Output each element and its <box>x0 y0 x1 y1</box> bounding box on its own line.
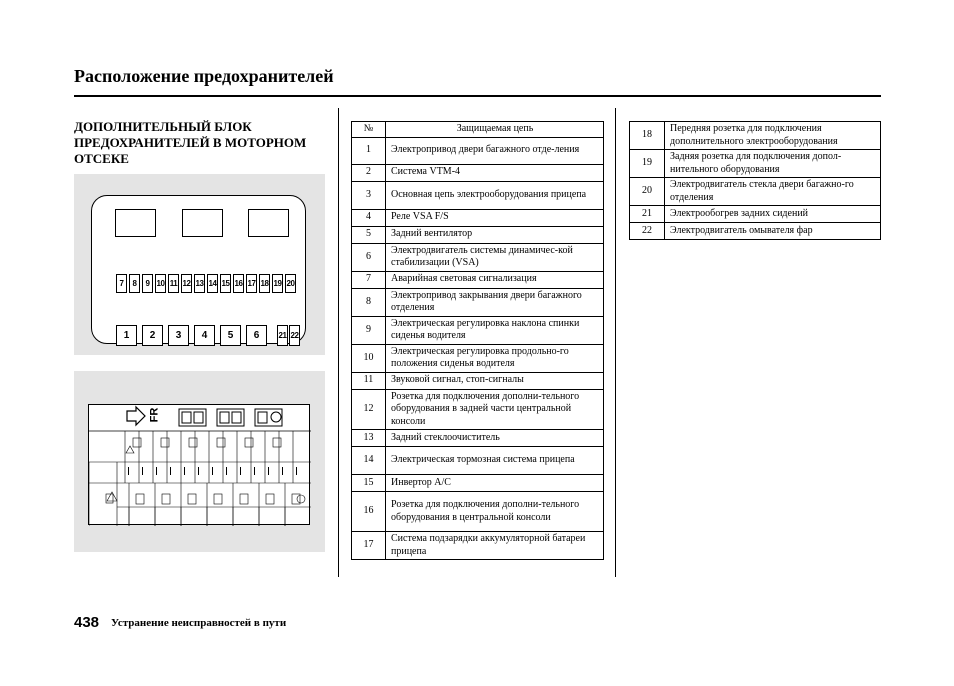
row-desc: Задняя розетка для подключения допол-нительного оборудования <box>665 150 881 178</box>
row-desc: Электрическая тормозная система прицепа <box>386 447 604 475</box>
row-desc: Задний вентилятор <box>386 226 604 243</box>
row-num: 16 <box>352 492 386 532</box>
row-desc: Передняя розетка для подключения дополнительного электрооборудования <box>665 122 881 150</box>
row-num: 20 <box>630 178 665 206</box>
column-divider-2 <box>615 108 616 577</box>
fuse-7: 7 <box>116 274 127 293</box>
table-row <box>352 389 604 430</box>
front-label: FR <box>148 407 161 423</box>
page-title: Расположение предохранителей <box>74 66 334 86</box>
mini-fuse-row <box>116 274 296 293</box>
fuse-15: 15 <box>220 274 231 293</box>
fuse-table-1 <box>351 121 604 560</box>
footer-section: Устранение неисправностей в пути <box>111 617 287 629</box>
row-num: 18 <box>630 122 665 150</box>
row-desc: Система VTM-4 <box>386 164 604 181</box>
page-number: 438 <box>74 614 100 631</box>
table-row <box>352 243 604 271</box>
fuse-2: 2 <box>142 325 163 346</box>
row-desc: Система подзарядки аккумуляторной батареи прицепа <box>386 532 604 560</box>
table-row <box>352 372 604 389</box>
fuse-3: 3 <box>168 325 189 346</box>
fuse-17: 17 <box>246 274 257 293</box>
row-num: 14 <box>352 447 386 475</box>
table-row <box>352 288 604 316</box>
row-num: 6 <box>352 243 386 271</box>
row-desc: Электропривод двери багажного отде-ления <box>386 137 604 164</box>
row-num: 11 <box>352 372 386 389</box>
column-divider-1 <box>338 108 339 577</box>
row-num: 7 <box>352 271 386 288</box>
row-desc: Электрообогрев задних сидений <box>665 206 881 223</box>
row-num: 9 <box>352 316 386 344</box>
fuse-11: 11 <box>168 274 179 293</box>
row-desc: Розетка для подключения дополни-тельного оборудования в центральной консоли <box>386 492 604 532</box>
row-desc: Электродвигатель омывателя фар <box>665 223 881 240</box>
fuse-9: 9 <box>142 274 153 293</box>
fuse-4: 4 <box>194 325 215 346</box>
table-row <box>352 475 604 492</box>
table-row <box>630 206 881 223</box>
table-row <box>630 223 881 240</box>
row-desc: Звуковой сигнал, стоп-сигналы <box>386 372 604 389</box>
table-row <box>352 447 604 475</box>
row-num: 8 <box>352 288 386 316</box>
row-desc: Розетка для подключения дополни-тельного оборудования в задней части центральной консоли <box>386 389 604 430</box>
row-num: 13 <box>352 430 386 447</box>
fuse-10: 10 <box>155 274 166 293</box>
table-row <box>352 137 604 164</box>
row-num: 12 <box>352 389 386 430</box>
row-desc: Электропривод закрывания двери багажного отделения <box>386 288 604 316</box>
row-num: 15 <box>352 475 386 492</box>
table-row <box>352 532 604 560</box>
table-row <box>352 271 604 288</box>
row-desc: Электрическая регулировка наклона спинки сиденья водителя <box>386 316 604 344</box>
row-num: 17 <box>352 532 386 560</box>
section-heading: ДОПОЛНИТЕЛЬНЫЙ БЛОК ПРЕДОХРАНИТЕЛЕЙ В МОТОРНОМ ОТСЕКЕ <box>74 119 307 166</box>
fuse-14: 14 <box>207 274 218 293</box>
label-panel <box>88 404 310 525</box>
table-row <box>352 344 604 372</box>
fuse-19: 19 <box>272 274 283 293</box>
row-num: 1 <box>352 137 386 164</box>
table-row <box>352 209 604 226</box>
header-desc: Защищаемая цепь <box>386 122 604 138</box>
row-num: 22 <box>630 223 665 240</box>
fuse-16: 16 <box>233 274 244 293</box>
title-rule <box>74 95 881 97</box>
table-row <box>352 164 604 181</box>
table-row <box>352 181 604 209</box>
header-num: № <box>352 122 386 138</box>
row-desc: Электрическая регулировка продольно-го положения сиденья водителя <box>386 344 604 372</box>
row-num: 19 <box>630 150 665 178</box>
fuse-13: 13 <box>194 274 205 293</box>
fuse-6: 6 <box>246 325 267 346</box>
row-num: 4 <box>352 209 386 226</box>
tiny-fuse-pair <box>277 325 300 346</box>
row-num: 10 <box>352 344 386 372</box>
table-row <box>630 122 881 150</box>
relay-2 <box>182 209 223 237</box>
fuse-5: 5 <box>220 325 241 346</box>
fuse-18: 18 <box>259 274 270 293</box>
fuse-8: 8 <box>129 274 140 293</box>
fuse-1: 1 <box>116 325 137 346</box>
row-num: 5 <box>352 226 386 243</box>
table-row <box>352 226 604 243</box>
fuse-21: 21 <box>277 325 288 346</box>
row-desc: Электродвигатель системы динамичес-кой стабилизации (VSA) <box>386 243 604 271</box>
big-fuse-row <box>116 325 267 346</box>
row-desc: Аварийная световая сигнализация <box>386 271 604 288</box>
fuse-12: 12 <box>181 274 192 293</box>
row-desc: Основная цепь электрооборудования прицепа <box>386 181 604 209</box>
table-header <box>352 122 604 138</box>
row-num: 2 <box>352 164 386 181</box>
fuse-table-2 <box>629 121 881 240</box>
label-panel-artwork <box>89 405 311 526</box>
table-row <box>352 492 604 532</box>
row-desc: Электродвигатель стекла двери багажно-го отделения <box>665 178 881 206</box>
table-row <box>352 316 604 344</box>
fuse-box-outline <box>91 195 306 344</box>
table-row <box>630 178 881 206</box>
fuse-20: 20 <box>285 274 296 293</box>
relay-1 <box>115 209 156 237</box>
row-num: 3 <box>352 181 386 209</box>
row-desc: Инвертор A/C <box>386 475 604 492</box>
fuse-22: 22 <box>289 325 300 346</box>
table-row <box>630 150 881 178</box>
table-row <box>352 430 604 447</box>
row-desc: Реле VSA F/S <box>386 209 604 226</box>
relay-3 <box>248 209 289 237</box>
fuse-box-diagram <box>74 174 325 355</box>
row-desc: Задний стеклоочиститель <box>386 430 604 447</box>
row-num: 21 <box>630 206 665 223</box>
fuse-label-diagram <box>74 371 325 552</box>
front-arrow-icon <box>127 407 145 425</box>
